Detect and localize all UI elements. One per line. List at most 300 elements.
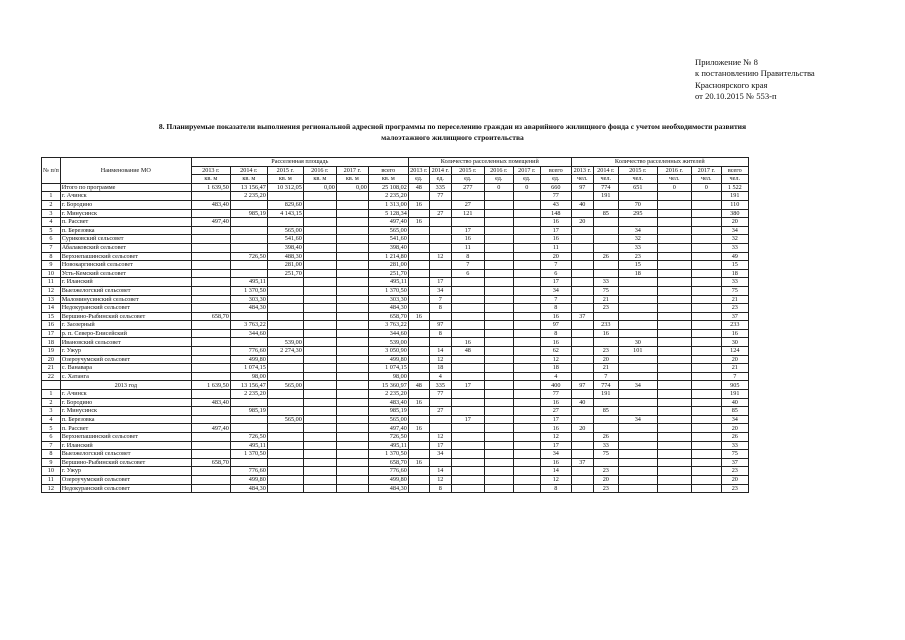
value-cell: 905 xyxy=(721,381,748,390)
value-cell xyxy=(691,321,721,330)
header-year-rooms: 2014 г. xyxy=(429,166,451,175)
value-cell: 85 xyxy=(593,407,618,416)
value-cell xyxy=(571,269,593,278)
municipality-name: п. Рассвет xyxy=(60,218,191,227)
value-cell: 17 xyxy=(451,381,484,390)
value-cell xyxy=(451,218,484,227)
value-cell xyxy=(657,424,691,433)
value-cell: 484,30 xyxy=(368,304,408,313)
value-cell: 16 xyxy=(408,424,429,433)
value-cell xyxy=(191,304,230,313)
value-cell xyxy=(336,458,368,467)
value-cell: 33 xyxy=(721,441,748,450)
value-cell xyxy=(484,235,513,244)
row-number: 4 xyxy=(42,415,61,424)
row-number: 8 xyxy=(42,252,61,261)
header-year-area: 2013 г. xyxy=(191,166,230,175)
header-year-people: 2015 г. xyxy=(618,166,657,175)
value-cell: 23 xyxy=(721,304,748,313)
municipality-name: Итого по программе xyxy=(60,183,191,192)
municipality-name: г. Бородино xyxy=(60,398,191,407)
value-cell xyxy=(451,286,484,295)
value-cell xyxy=(303,415,336,424)
row-number: 7 xyxy=(42,243,61,252)
value-cell: 16 xyxy=(408,312,429,321)
municipality-name: г. Бородино xyxy=(60,200,191,209)
row-number: 14 xyxy=(42,304,61,313)
row-number: 4 xyxy=(42,218,61,227)
value-cell xyxy=(657,286,691,295)
value-cell xyxy=(303,200,336,209)
value-cell: 11 xyxy=(451,243,484,252)
value-cell xyxy=(303,347,336,356)
value-cell xyxy=(408,261,429,270)
value-cell: 34 xyxy=(429,286,451,295)
value-cell xyxy=(691,390,721,399)
value-cell xyxy=(484,209,513,218)
value-cell: 488,30 xyxy=(267,252,303,261)
value-cell xyxy=(484,312,513,321)
value-cell xyxy=(451,312,484,321)
value-cell xyxy=(593,312,618,321)
appendix-line: от 20.10.2015 № 553-п xyxy=(695,91,777,102)
value-cell: 497,40 xyxy=(191,218,230,227)
value-cell xyxy=(484,441,513,450)
value-cell xyxy=(571,192,593,201)
value-cell xyxy=(593,235,618,244)
value-cell: 726,50 xyxy=(230,252,267,261)
value-cell xyxy=(571,372,593,381)
table-row xyxy=(42,484,749,493)
value-cell: 21 xyxy=(593,364,618,373)
value-cell: 48 xyxy=(408,183,429,192)
value-cell xyxy=(451,424,484,433)
row-number: 8 xyxy=(42,450,61,459)
value-cell xyxy=(303,381,336,390)
value-cell: 20 xyxy=(593,355,618,364)
value-cell: 398,40 xyxy=(267,243,303,252)
value-cell: 400 xyxy=(540,381,571,390)
table-row xyxy=(42,458,749,467)
value-cell xyxy=(657,235,691,244)
value-cell xyxy=(336,467,368,476)
value-cell: 541,60 xyxy=(368,235,408,244)
municipality-name: г. Ачинск xyxy=(60,390,191,399)
value-cell xyxy=(513,475,540,484)
appendix-line: Приложение № 8 xyxy=(695,57,758,67)
value-cell: 233 xyxy=(593,321,618,330)
header-unit-rooms: ед. xyxy=(540,175,571,184)
value-cell: 27 xyxy=(540,407,571,416)
value-cell xyxy=(267,304,303,313)
value-cell xyxy=(513,321,540,330)
row-number: 11 xyxy=(42,475,61,484)
value-cell: 23 xyxy=(593,304,618,313)
value-cell xyxy=(513,458,540,467)
value-cell: 303,30 xyxy=(230,295,267,304)
value-cell: 20 xyxy=(571,424,593,433)
value-cell xyxy=(303,252,336,261)
value-cell xyxy=(657,278,691,287)
value-cell: 8 xyxy=(540,329,571,338)
value-cell xyxy=(571,226,593,235)
value-cell: 8 xyxy=(451,252,484,261)
value-cell xyxy=(657,347,691,356)
table-row xyxy=(42,424,749,433)
value-cell xyxy=(691,218,721,227)
value-cell: 12 xyxy=(429,355,451,364)
value-cell xyxy=(230,424,267,433)
value-cell xyxy=(513,243,540,252)
municipality-name: г. Иланский xyxy=(60,278,191,287)
header-rooms-group: Количество расселенных помещений xyxy=(408,158,571,167)
value-cell: 4 xyxy=(429,372,451,381)
value-cell xyxy=(484,243,513,252)
value-cell xyxy=(657,261,691,270)
value-cell xyxy=(513,286,540,295)
table-row xyxy=(42,321,749,330)
value-cell xyxy=(571,329,593,338)
value-cell xyxy=(657,269,691,278)
value-cell: 539,00 xyxy=(267,338,303,347)
value-cell: 1 370,50 xyxy=(230,450,267,459)
value-cell xyxy=(691,450,721,459)
value-cell: 3 763,22 xyxy=(230,321,267,330)
value-cell: 15 xyxy=(721,261,748,270)
value-cell: 17 xyxy=(429,278,451,287)
value-cell xyxy=(429,218,451,227)
value-cell xyxy=(691,441,721,450)
value-cell: 499,80 xyxy=(230,355,267,364)
table-row xyxy=(42,312,749,321)
value-cell xyxy=(408,355,429,364)
value-cell: 1 214,80 xyxy=(368,252,408,261)
value-cell xyxy=(618,398,657,407)
value-cell: 16 xyxy=(540,338,571,347)
value-cell: 344,60 xyxy=(368,329,408,338)
table-row xyxy=(42,347,749,356)
row-number: 12 xyxy=(42,484,61,493)
value-cell xyxy=(336,364,368,373)
title-line: малоэтажного жилищного строительства xyxy=(381,132,524,142)
value-cell: 499,80 xyxy=(230,475,267,484)
value-cell xyxy=(657,321,691,330)
value-cell xyxy=(618,458,657,467)
value-cell xyxy=(429,200,451,209)
value-cell: 110 xyxy=(721,200,748,209)
value-cell xyxy=(513,450,540,459)
table-row xyxy=(42,372,749,381)
value-cell xyxy=(336,372,368,381)
value-cell xyxy=(408,347,429,356)
row-number: 2 xyxy=(42,200,61,209)
value-cell xyxy=(513,433,540,442)
value-cell: 11 xyxy=(540,243,571,252)
value-cell: 12 xyxy=(540,475,571,484)
header-year-rooms: 2015 г. xyxy=(451,166,484,175)
value-cell xyxy=(408,278,429,287)
value-cell xyxy=(451,407,484,416)
header-unit-area: кв. м xyxy=(336,175,368,184)
value-cell xyxy=(657,304,691,313)
value-cell xyxy=(484,278,513,287)
value-cell: 0 xyxy=(513,183,540,192)
table-row xyxy=(42,398,749,407)
total-row xyxy=(42,183,749,192)
row-number xyxy=(42,183,61,192)
value-cell: 13 156,47 xyxy=(230,183,267,192)
table-row xyxy=(42,467,749,476)
value-cell: 20 xyxy=(721,424,748,433)
table-row xyxy=(42,243,749,252)
value-cell: 281,00 xyxy=(368,261,408,270)
value-cell xyxy=(303,484,336,493)
value-cell: 660 xyxy=(540,183,571,192)
value-cell xyxy=(691,467,721,476)
municipality-name: п. Березовка xyxy=(60,415,191,424)
value-cell xyxy=(484,304,513,313)
header-year-area: всего xyxy=(368,166,408,175)
value-cell xyxy=(484,355,513,364)
table-row xyxy=(42,261,749,270)
municipality-name: Усть-Кемский сельсовет xyxy=(60,269,191,278)
value-cell: 34 xyxy=(540,286,571,295)
value-cell xyxy=(230,235,267,244)
value-cell: 77 xyxy=(540,192,571,201)
header-unit-people: чел. xyxy=(618,175,657,184)
value-cell xyxy=(451,372,484,381)
value-cell xyxy=(571,433,593,442)
value-cell xyxy=(408,467,429,476)
value-cell xyxy=(571,441,593,450)
header-area-group: Расселенная площадь xyxy=(191,158,408,167)
value-cell xyxy=(657,372,691,381)
row-number: 9 xyxy=(42,261,61,270)
value-cell: 565,00 xyxy=(368,226,408,235)
municipality-name: 2013 год xyxy=(60,381,191,390)
value-cell xyxy=(191,269,230,278)
value-cell: 658,70 xyxy=(368,312,408,321)
header-year-rooms: 2017 г. xyxy=(513,166,540,175)
value-cell: 774 xyxy=(593,381,618,390)
value-cell xyxy=(336,484,368,493)
value-cell: 23 xyxy=(593,347,618,356)
value-cell xyxy=(593,398,618,407)
header-year-people: всего xyxy=(721,166,748,175)
value-cell xyxy=(191,364,230,373)
value-cell xyxy=(303,329,336,338)
value-cell xyxy=(691,243,721,252)
table-row xyxy=(42,218,749,227)
value-cell: 658,70 xyxy=(191,312,230,321)
appendix-block xyxy=(695,57,815,103)
value-cell xyxy=(336,269,368,278)
row-number: 9 xyxy=(42,458,61,467)
value-cell xyxy=(571,355,593,364)
value-cell xyxy=(484,364,513,373)
header-year-people: 2014 г. xyxy=(593,166,618,175)
value-cell xyxy=(303,398,336,407)
value-cell xyxy=(657,450,691,459)
value-cell xyxy=(618,441,657,450)
value-cell xyxy=(691,329,721,338)
value-cell: 30 xyxy=(618,338,657,347)
value-cell: 20 xyxy=(721,218,748,227)
value-cell xyxy=(303,286,336,295)
value-cell xyxy=(691,286,721,295)
value-cell: 18 xyxy=(721,269,748,278)
table-row xyxy=(42,269,749,278)
value-cell xyxy=(336,433,368,442)
value-cell xyxy=(571,209,593,218)
value-cell: 7 xyxy=(593,372,618,381)
value-cell: 16 xyxy=(408,398,429,407)
value-cell xyxy=(484,347,513,356)
value-cell xyxy=(230,200,267,209)
value-cell xyxy=(657,467,691,476)
value-cell xyxy=(691,295,721,304)
value-cell: 34 xyxy=(618,226,657,235)
value-cell xyxy=(571,415,593,424)
value-cell: 16 xyxy=(451,235,484,244)
value-cell: 37 xyxy=(571,312,593,321)
value-cell xyxy=(571,484,593,493)
value-cell xyxy=(267,312,303,321)
value-cell xyxy=(593,218,618,227)
value-cell xyxy=(618,467,657,476)
row-number: 16 xyxy=(42,321,61,330)
value-cell: 98,00 xyxy=(230,372,267,381)
value-cell xyxy=(691,484,721,493)
value-cell xyxy=(408,433,429,442)
value-cell: 295 xyxy=(618,209,657,218)
value-cell xyxy=(303,433,336,442)
value-cell xyxy=(408,235,429,244)
header-people-group: Количество расселенных жителей xyxy=(571,158,748,167)
value-cell: 97 xyxy=(540,321,571,330)
value-cell xyxy=(267,321,303,330)
value-cell xyxy=(571,278,593,287)
value-cell xyxy=(267,407,303,416)
value-cell xyxy=(691,347,721,356)
value-cell xyxy=(513,415,540,424)
value-cell xyxy=(408,390,429,399)
value-cell xyxy=(513,484,540,493)
value-cell: 16 xyxy=(593,329,618,338)
value-cell xyxy=(191,321,230,330)
value-cell xyxy=(429,261,451,270)
value-cell: 16 xyxy=(408,200,429,209)
value-cell: 726,50 xyxy=(368,433,408,442)
municipality-name: п. Рассвет xyxy=(60,424,191,433)
value-cell xyxy=(336,235,368,244)
table-row xyxy=(42,338,749,347)
municipality-name: Озероучумский сельсовет xyxy=(60,355,191,364)
header-year-rooms: 2016 г. xyxy=(484,166,513,175)
table-row xyxy=(42,304,749,313)
value-cell: 985,19 xyxy=(230,209,267,218)
value-cell xyxy=(336,226,368,235)
value-cell xyxy=(484,269,513,278)
value-cell xyxy=(451,321,484,330)
value-cell xyxy=(429,338,451,347)
value-cell xyxy=(484,252,513,261)
value-cell xyxy=(336,321,368,330)
table-row xyxy=(42,295,749,304)
resettlement-table xyxy=(41,157,749,493)
value-cell xyxy=(336,390,368,399)
value-cell xyxy=(451,458,484,467)
value-cell xyxy=(230,226,267,235)
value-cell xyxy=(513,304,540,313)
row-number: 1 xyxy=(42,390,61,399)
value-cell xyxy=(593,200,618,209)
value-cell xyxy=(691,398,721,407)
value-cell: 776,60 xyxy=(230,467,267,476)
value-cell xyxy=(484,484,513,493)
value-cell xyxy=(571,286,593,295)
value-cell: 380 xyxy=(721,209,748,218)
value-cell xyxy=(513,347,540,356)
value-cell: 14 xyxy=(429,347,451,356)
value-cell xyxy=(657,398,691,407)
value-cell: 18 xyxy=(540,364,571,373)
value-cell xyxy=(303,269,336,278)
value-cell: 14 xyxy=(429,467,451,476)
value-cell xyxy=(513,252,540,261)
value-cell xyxy=(484,398,513,407)
table-row xyxy=(42,200,749,209)
value-cell: 27 xyxy=(429,209,451,218)
value-cell xyxy=(484,475,513,484)
value-cell: 23 xyxy=(593,484,618,493)
value-cell xyxy=(336,338,368,347)
table-row xyxy=(42,286,749,295)
value-cell xyxy=(451,192,484,201)
value-cell xyxy=(267,424,303,433)
value-cell: 1 639,50 xyxy=(191,381,230,390)
municipality-name: г. Ачинск xyxy=(60,192,191,201)
value-cell xyxy=(336,192,368,201)
value-cell: 281,00 xyxy=(267,261,303,270)
value-cell xyxy=(484,295,513,304)
value-cell xyxy=(303,355,336,364)
value-cell xyxy=(484,218,513,227)
value-cell xyxy=(657,458,691,467)
value-cell xyxy=(657,407,691,416)
value-cell xyxy=(336,243,368,252)
value-cell: 15 360,97 xyxy=(368,381,408,390)
value-cell xyxy=(657,226,691,235)
value-cell xyxy=(618,450,657,459)
value-cell xyxy=(303,424,336,433)
municipality-name: Верхнепашинский сельсовет xyxy=(60,433,191,442)
value-cell xyxy=(484,286,513,295)
value-cell xyxy=(484,467,513,476)
value-cell xyxy=(618,218,657,227)
header-year-area: 2015 г. xyxy=(267,166,303,175)
row-number: 17 xyxy=(42,329,61,338)
table-row xyxy=(42,329,749,338)
value-cell xyxy=(451,278,484,287)
value-cell xyxy=(408,338,429,347)
municipality-name: с. Хатанга xyxy=(60,372,191,381)
value-cell xyxy=(303,235,336,244)
header-unit-rooms: ед. xyxy=(408,175,429,184)
value-cell: 101 xyxy=(618,347,657,356)
value-cell xyxy=(571,390,593,399)
value-cell xyxy=(303,261,336,270)
